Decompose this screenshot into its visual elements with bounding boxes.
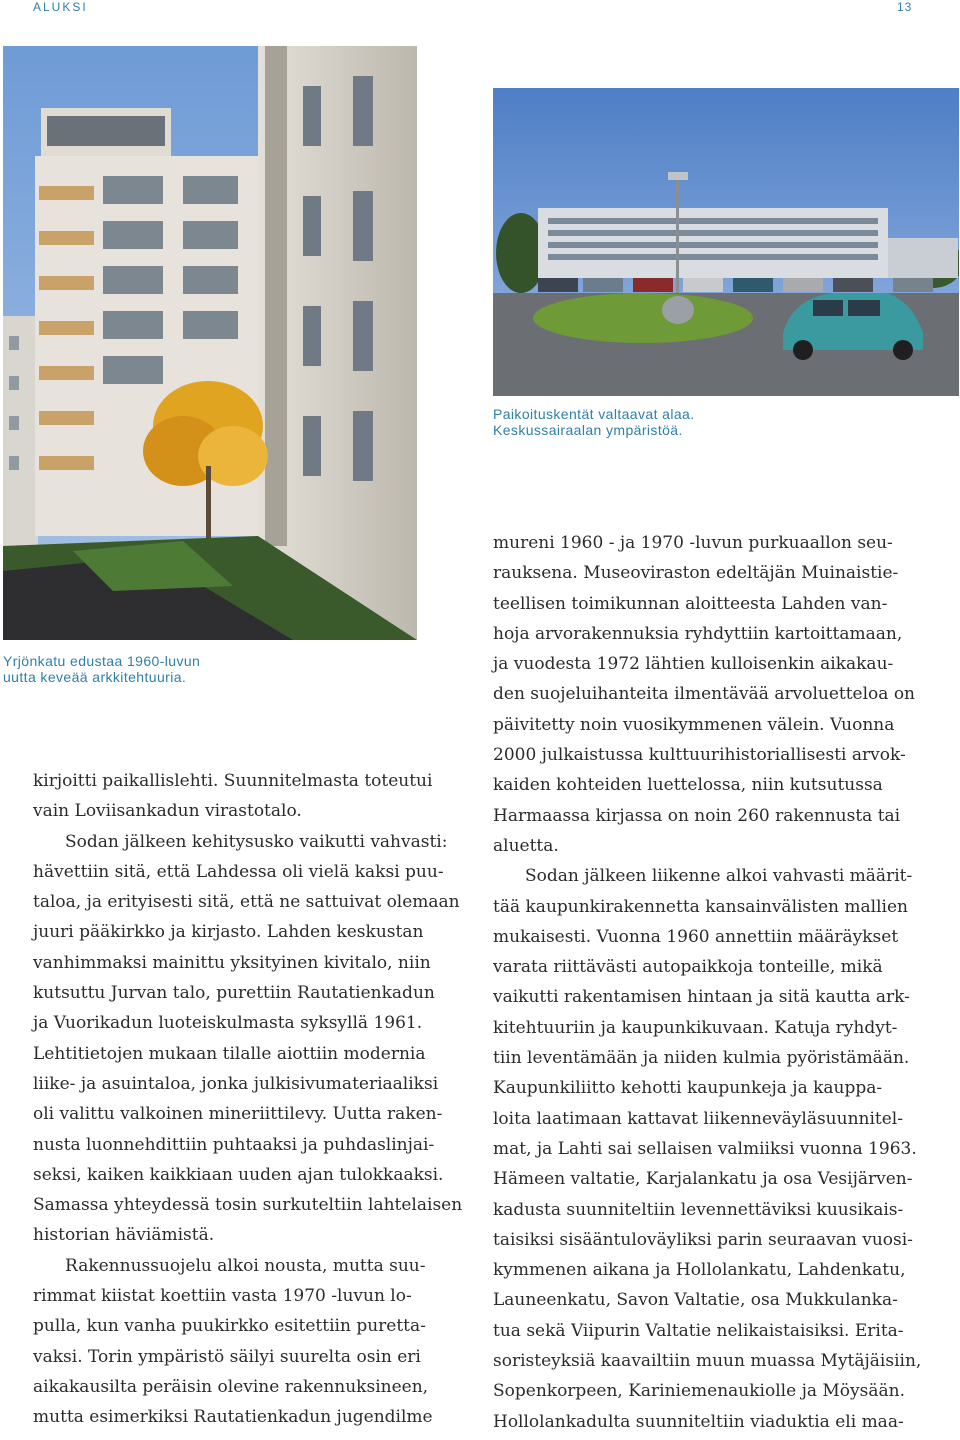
- text-line: seksi, kaiken kaikkiaan uuden ajan tulokkaaksi.: [33, 1164, 444, 1185]
- text-line: loita laatimaan kattavat liikenneväyläsuunnitel-: [493, 1108, 903, 1129]
- caption-line: Yrjönkatu edustaa 1960-luvun: [3, 653, 201, 669]
- text-line: mutta esimerkiksi Rautatienkadun jugendilme: [33, 1407, 433, 1428]
- hospital-parking-lot-photo: [493, 88, 959, 396]
- text-line: vaikutti rakentamisen hintaan ja sitä kautta ark-: [493, 987, 910, 1008]
- caption-line: uutta keveää arkkitehtuuria.: [3, 669, 187, 685]
- text-line: kutsuttu Jurvan talo, purettiin Rautatienkadun: [33, 983, 435, 1004]
- text-line: aluetta.: [493, 835, 559, 856]
- text-line: juuri pääkirkko ja kirjasto. Lahden keskustan: [33, 922, 424, 943]
- text-line: Samassa yhteydessä tosin surkuteltiin lahtelaisen: [33, 1195, 463, 1216]
- text-line: mureni 1960 - ja 1970 -luvun purkuaallon seu-: [493, 533, 893, 553]
- text-line: Sodan jälkeen liikenne alkoi vahvasti määrit-: [525, 866, 913, 887]
- right-text-column: [493, 528, 930, 1437]
- text-line: hävettiin sitä, että Lahdessa oli vielä kaksi puu-: [33, 861, 444, 882]
- text-line: hoja arvorakennuksia ryhdyttiin kartoittamaan,: [493, 623, 903, 644]
- text-line: päivitetty noin vuosikymmenen välein. Vuonna: [493, 714, 895, 735]
- text-line: rimmat kiistat koettiin vasta 1970 -luvun lo-: [33, 1286, 412, 1307]
- text-line: tua sekä Viipurin Valtatie nelikaistaisiksi. Erita-: [493, 1320, 904, 1341]
- text-line: Lehtitietojen mukaan tilalle aiottiin modernia: [33, 1043, 426, 1064]
- text-line: soristeyksiä kaavailtiin muun muassa Mytäjäisiin,: [493, 1351, 922, 1372]
- page-number: 13: [897, 0, 913, 14]
- text-line: kirjoitti paikallislehti. Suunnitelmasta toteutui: [33, 771, 433, 791]
- text-line: Hollolankadulta suunniteltiin viaduktia eli maa-: [493, 1411, 904, 1432]
- text-line: 2000 julkaistussa kulttuurihistoriallisesti arvok-: [493, 745, 906, 766]
- text-line: Hämeen valtatie, Karjalankatu ja osa Vesijärven-: [493, 1169, 913, 1190]
- text-line: kaiden kohteiden luettelossa, niin kutsutussa: [493, 775, 883, 796]
- text-line: den suojeluihanteita ilmentävää arvoluetteloa on: [493, 684, 916, 705]
- text-line: ja vuodesta 1972 lähtien kulloisenkin aikakau-: [493, 654, 894, 675]
- text-line: Kaupunkiliitto kehotti kaupunkeja ja kauppa-: [493, 1078, 883, 1099]
- text-line: Sodan jälkeen kehitysusko vaikutti vahvasti:: [65, 831, 448, 852]
- left-photo-caption: [3, 653, 200, 685]
- text-line: Harmaassa kirjassa on noin 260 rakennusta tai: [493, 805, 901, 826]
- right-photo-caption: [493, 406, 695, 438]
- text-line: taisiksi sisääntuloväyliksi parin seuraavan vuosi-: [493, 1229, 913, 1250]
- text-line: varata riittävästi autopaikkoja tonteille, mikä: [493, 957, 883, 978]
- text-line: aikakausilta peräisin olevine rakennuksineen,: [33, 1376, 429, 1397]
- left-text-column: [33, 766, 468, 1433]
- text-line: mat, ja Lahti sai sellaisen valmiiksi vuonna 1963.: [493, 1138, 917, 1159]
- text-line: kitehtuuriin ja kaupunkikuvaan. Katuja ryhdyt-: [493, 1017, 898, 1038]
- text-line: ja Vuorikadun luoteiskulmasta syksyllä 1961.: [33, 1013, 423, 1034]
- text-line: vanhimmaksi mainittu yksityinen kivitalo, niin: [33, 952, 431, 973]
- text-line: rauksena. Museoviraston edeltäjän Muinaistie-: [493, 563, 899, 584]
- text-line: tiin leventämään ja niiden kulmia pyöristämään.: [493, 1048, 910, 1069]
- text-line: mukaisesti. Vuonna 1960 annettiin määräykset: [493, 926, 899, 947]
- text-line: Launeenkatu, Savon Valtatie, osa Mukkulanka-: [493, 1290, 898, 1311]
- text-line: teellisen toimikunnan aloitteesta Lahden van-: [493, 593, 888, 614]
- text-line: pulla, kun vanha puukirkko esitettiin puretta-: [33, 1316, 426, 1337]
- caption-line: Keskussairaalan ympäristöä.: [493, 422, 683, 438]
- text-line: kadusta suunniteltiin levennettäviksi kuusikais-: [493, 1199, 904, 1220]
- apartment-building-photo: [3, 46, 417, 640]
- caption-line: Paikoituskentät valtaavat alaa.: [493, 406, 695, 422]
- text-line: kymmenen aikana ja Hollolankatu, Lahdenkatu,: [493, 1260, 906, 1281]
- hospital-parking-icon: [493, 88, 959, 396]
- text-line: vaksi. Torin ympäristö säilyi suurelta osin eri: [33, 1346, 421, 1367]
- text-line: Sopenkorpeen, Kariniemenaukiolle ja Möysään.: [493, 1381, 905, 1402]
- text-line: vain Loviisankadun virastotalo.: [33, 801, 302, 822]
- text-line: historian häviämistä.: [33, 1225, 215, 1246]
- text-line: taloa, ja erityisesti sitä, että ne sattuivat olemaan: [33, 892, 460, 913]
- apartment-building-icon: [3, 46, 417, 640]
- section-title: ALUKSI: [33, 0, 88, 14]
- text-line: nusta luonnehdittiin puhtaaksi ja puhdaslinjai-: [33, 1134, 435, 1155]
- text-line: tää kaupunkirakennetta kansainvälisten mallien: [493, 896, 908, 917]
- text-line: oli valittu valkoinen mineriittilevy. Uutta raken-: [33, 1104, 443, 1125]
- text-line: liike- ja asuintaloa, jonka julkisivumateriaaliksi: [33, 1073, 439, 1094]
- text-line: Rakennussuojelu alkoi nousta, mutta suu-: [65, 1255, 426, 1276]
